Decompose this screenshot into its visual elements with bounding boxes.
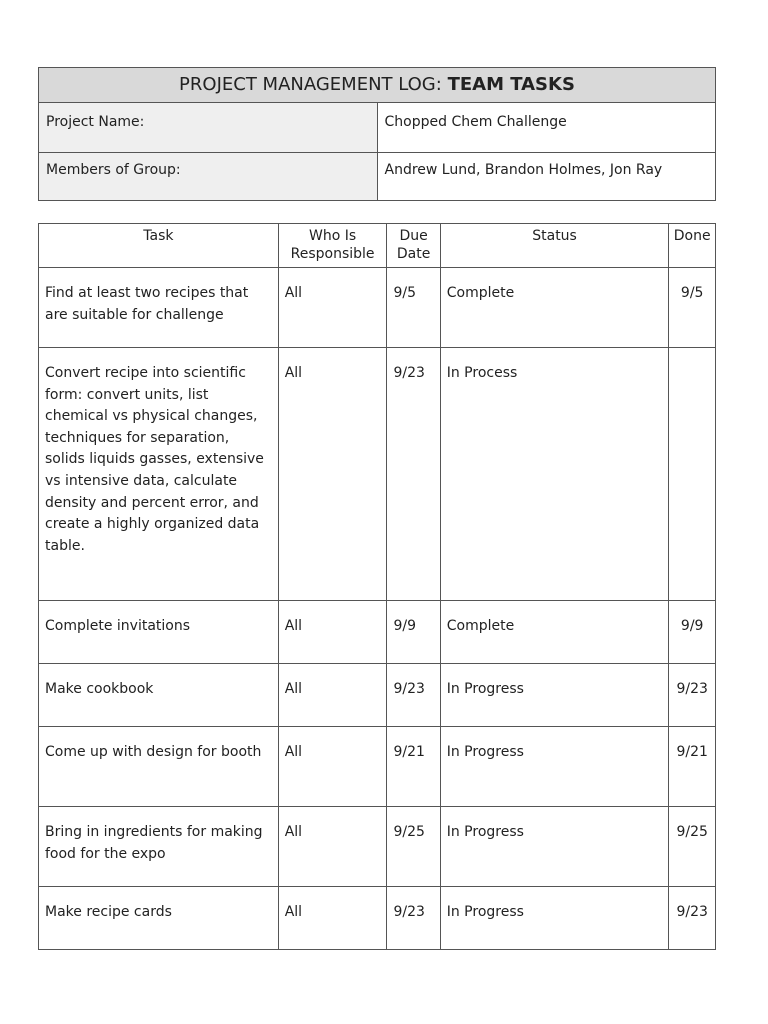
who-cell: All <box>278 727 387 807</box>
done-cell: 9/23 <box>669 664 716 727</box>
column-header-due: Due Date <box>387 224 440 268</box>
task-cell: Bring in ingredients for making food for the expo <box>39 807 279 887</box>
due-cell: 9/21 <box>387 727 440 807</box>
due-cell: 9/5 <box>387 268 440 348</box>
done-cell: 9/21 <box>669 727 716 807</box>
task-cell: Make cookbook <box>39 664 279 727</box>
task-cell: Come up with design for booth <box>39 727 279 807</box>
who-cell: All <box>278 664 387 727</box>
table-row <box>39 664 716 727</box>
done-cell: 9/25 <box>669 807 716 887</box>
done-cell: 9/23 <box>669 887 716 950</box>
title-bold: TEAM TASKS <box>447 74 575 95</box>
status-cell: Complete <box>440 601 669 664</box>
status-cell: In Progress <box>440 887 669 950</box>
task-table <box>38 223 716 950</box>
who-cell: All <box>278 807 387 887</box>
done-cell: 9/5 <box>669 268 716 348</box>
status-cell: Complete <box>440 268 669 348</box>
due-cell: 9/25 <box>387 807 440 887</box>
column-header-who: Who Is Responsible <box>278 224 387 268</box>
table-row <box>39 348 716 601</box>
table-row <box>39 268 716 348</box>
status-cell: In Progress <box>440 807 669 887</box>
project-name-label: Project Name: <box>39 103 378 153</box>
column-header-done: Done <box>669 224 716 268</box>
project-header-table <box>38 67 716 201</box>
table-row <box>39 727 716 807</box>
who-cell: All <box>278 887 387 950</box>
due-cell: 9/23 <box>387 348 440 601</box>
done-cell: 9/9 <box>669 601 716 664</box>
due-cell: 9/9 <box>387 601 440 664</box>
status-cell: In Progress <box>440 727 669 807</box>
table-row <box>39 887 716 950</box>
status-cell: In Progress <box>440 664 669 727</box>
table-row <box>39 807 716 887</box>
task-cell: Complete invitations <box>39 601 279 664</box>
status-cell: In Process <box>440 348 669 601</box>
title-prefix: PROJECT MANAGEMENT LOG: <box>179 74 442 95</box>
project-name-value: Chopped Chem Challenge <box>377 103 716 153</box>
column-header-task: Task <box>39 224 279 268</box>
table-row <box>39 601 716 664</box>
table-header-row <box>39 224 716 268</box>
done-cell <box>669 348 716 601</box>
page-title <box>39 68 716 103</box>
task-cell: Find at least two recipes that are suitable for challenge <box>39 268 279 348</box>
members-value: Andrew Lund, Brandon Holmes, Jon Ray <box>377 153 716 201</box>
members-label: Members of Group: <box>39 153 378 201</box>
task-cell: Convert recipe into scientific form: convert units, list chemical vs physical changes, techniques for separation, solids liquids gasses, extensive vs intensive data, calculate density and percent error, and create a highly organized data table. <box>39 348 279 601</box>
who-cell: All <box>278 601 387 664</box>
who-cell: All <box>278 268 387 348</box>
due-cell: 9/23 <box>387 887 440 950</box>
who-cell: All <box>278 348 387 601</box>
due-cell: 9/23 <box>387 664 440 727</box>
task-cell: Make recipe cards <box>39 887 279 950</box>
column-header-status: Status <box>440 224 669 268</box>
